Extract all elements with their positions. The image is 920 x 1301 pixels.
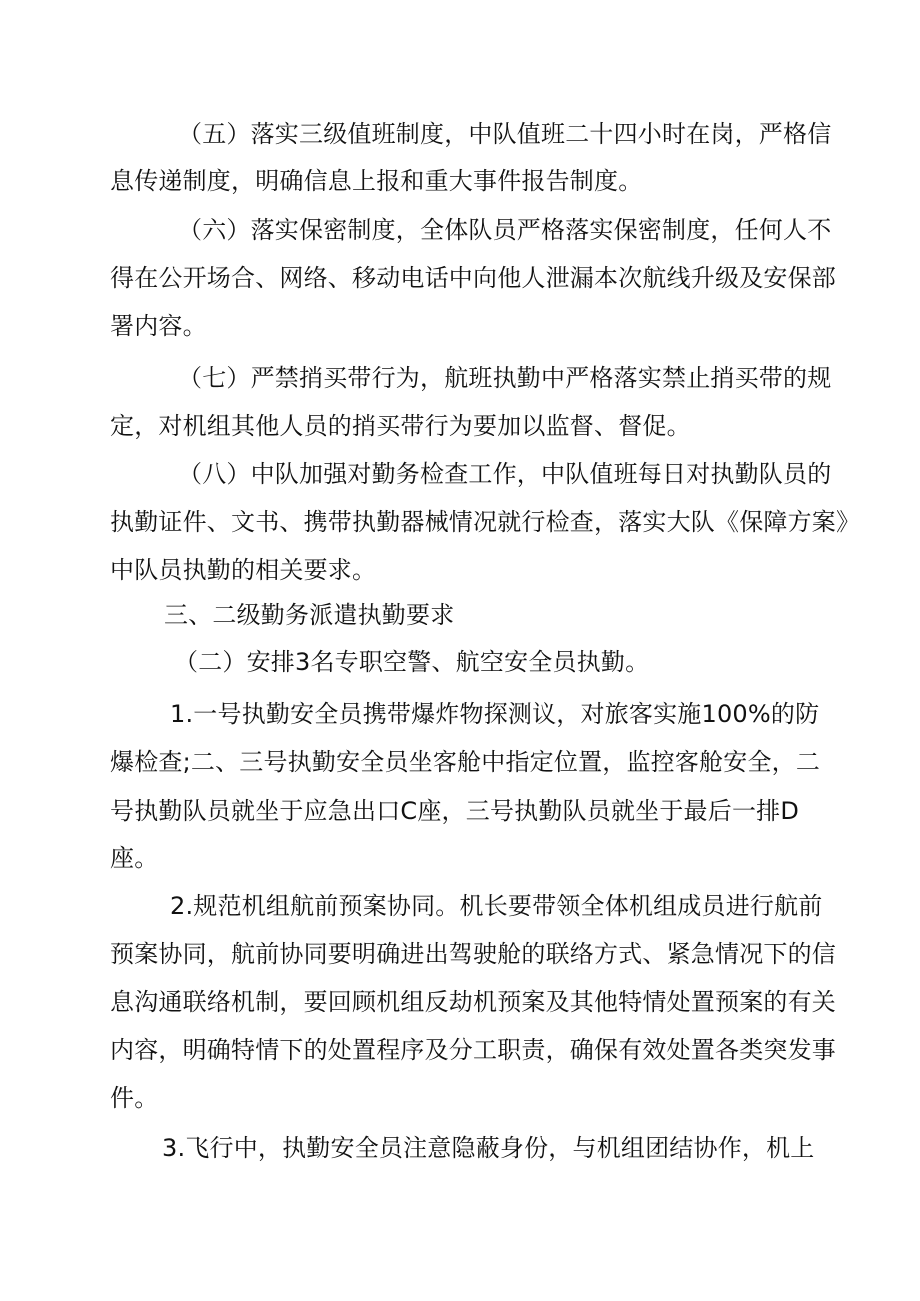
para-5-line-1: （五）落实三级值班制度，中队值班二十四小时在岗，严格信 [178, 120, 832, 148]
para-7-line-1: （七）严禁捎买带行为，航班执勤中严格落实禁止捎买带的规 [178, 364, 832, 392]
item-1-line-2: 爆检查;二、三号执勤安全员坐客舱中指定位置，监控客舱安全，二 [110, 748, 821, 776]
para-8-line-3: 中队员执勤的相关要求。 [110, 556, 377, 584]
item-2-line-2: 预案协同，航前协同要明确进出驾驶舱的联络方式、紧急情况下的信 [110, 940, 836, 968]
item-1-line-3: 号执勤队员就坐于应急出口C座，三号执勤队员就坐于最后一排D [110, 797, 800, 825]
item-2-line-1: 2.规范机组航前预案协同。机长要带领全体机组成员进行航前 [170, 892, 823, 920]
item-2-line-4: 内容，明确特情下的处置程序及分工职责，确保有效处置各类突发事 [110, 1036, 836, 1064]
subsection-heading: （二）安排3名专职空警、航空安全员执勤。 [174, 648, 650, 676]
section-heading: 三、二级勤务派遣执勤要求 [164, 601, 455, 629]
item-2-line-5: 件。 [110, 1084, 159, 1112]
para-6-line-3: 署内容。 [110, 312, 207, 340]
para-8-line-1: （八）中队加强对勤务检查工作，中队值班每日对执勤队员的 [178, 460, 832, 488]
item-1-line-4: 座。 [110, 844, 159, 872]
para-8-line-2: 执勤证件、文书、携带执勤器械情况就行检查，落实大队《保障方案》 [110, 508, 861, 536]
item-1-line-1: 1.一号执勤安全员携带爆炸物探测议，对旅客实施100%的防 [170, 700, 820, 728]
para-5-line-2: 息传递制度，明确信息上报和重大事件报告制度。 [110, 167, 643, 195]
para-7-line-2: 定，对机组其他人员的捎买带行为要加以监督、督促。 [110, 412, 691, 440]
para-6-line-2: 得在公开场合、网络、移动电话中向他人泄漏本次航线升级及安保部 [110, 264, 836, 292]
item-2-line-3: 息沟通联络机制，要回顾机组反劫机预案及其他特情处置预案的有关 [110, 988, 836, 1016]
para-6-line-1: （六）落实保密制度，全体队员严格落实保密制度，任何人不 [178, 216, 832, 244]
item-3-line-1: 3.飞行中，执勤安全员注意隐蔽身份，与机组团结协作，机上 [162, 1134, 815, 1162]
